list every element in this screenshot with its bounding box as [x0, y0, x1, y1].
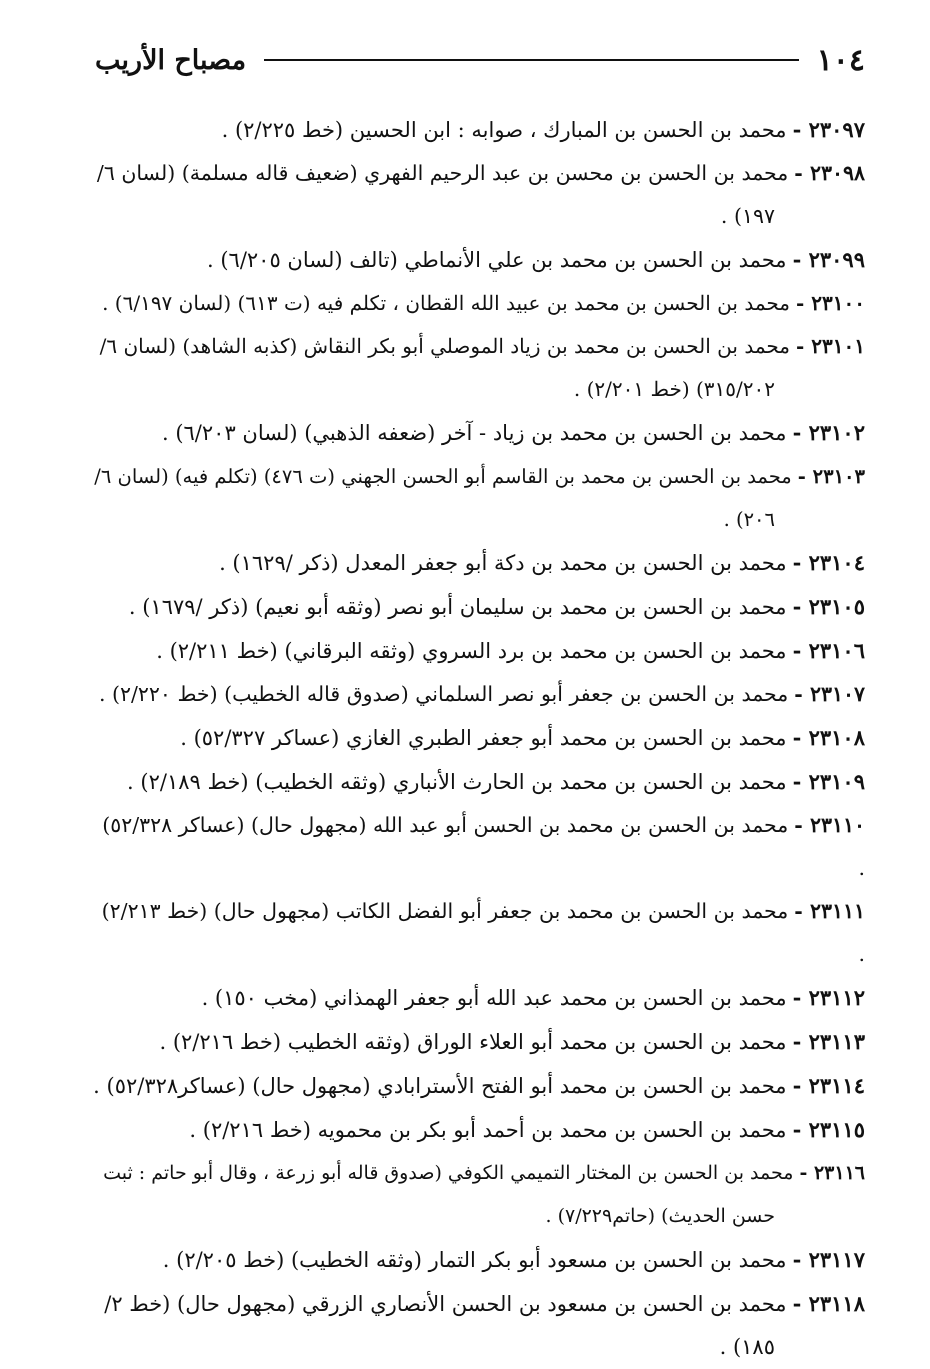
- list-item: [90, 1238, 865, 1282]
- list-item: [90, 1282, 865, 1369]
- entry-text: محمد بن الحسن بن محسن بن عبد الرحيم الفهري (ضعيف قاله مسلمة) (لسان ٦/: [96, 161, 789, 185]
- entry-number: ٢٣١٠٢ -: [792, 420, 865, 445]
- entry-continuation: ٣١٥/٢٠٢) (خط ٢/٢٠١) .: [573, 377, 775, 401]
- list-item: [90, 890, 865, 976]
- entry-text: محمد بن الحسن بن المختار التميمي الكوفي (صدوق قاله أبو زرعة ، وقال أبو حاتم : ثبت: [103, 1162, 794, 1184]
- entry-text: محمد بن الحسن بن مسعود أبو بكر التمار (وثقه الخطيب) (خط ٢/٢٠٥) .: [162, 1248, 787, 1272]
- running-head: [95, 40, 865, 80]
- entry-number: ٢٣١١٢ -: [792, 985, 865, 1010]
- entry-text: محمد بن الحسن بن محمد بن برد السروي (وثقه البرقاني) (خط ٢/٢١١) .: [156, 639, 787, 663]
- list-item: [90, 455, 865, 541]
- list-item: [90, 629, 865, 673]
- list-item: [90, 325, 865, 411]
- entry-number: ٢٣١١١ -: [794, 899, 865, 923]
- entry-text: محمد بن الحسن بن محمد بن علي الأنماطي (تالف (لسان ٦/٢٠٥) .: [207, 248, 787, 272]
- list-item: [90, 1020, 865, 1064]
- entry-number: ٢٣١١٣ -: [792, 1029, 865, 1054]
- list-item: [90, 541, 865, 585]
- entry-number: ٢٣١١٤ -: [792, 1073, 865, 1098]
- list-item: [90, 1064, 865, 1108]
- list-item: [90, 716, 865, 760]
- entry-number: ٢٣١١٧ -: [792, 1247, 865, 1272]
- entry-text: محمد بن الحسن بن المبارك ، صوابه : ابن الحسين (خط ٢/٢٢٥) .: [221, 118, 787, 142]
- page-number: ١٠٤: [816, 42, 865, 78]
- entry-text: محمد بن الحسن بن محمد بن القاسم أبو الحسن الجهني (ت ٤٧٦) (تكلم فيه) (لسان ٦/: [94, 465, 792, 488]
- entry-number: ٢٣١٠٩ -: [792, 769, 865, 794]
- entry-text: محمد بن الحسن بن محمد عبد الله أبو جعفر الهمذاني (مخب ١٥٠) .: [201, 986, 787, 1010]
- entry-number: ٢٣٠٩٩ -: [792, 247, 865, 272]
- entry-text: محمد بن الحسن بن محمد أبو الفتح الأسترابادي (مجهول حال) (عساكر٥٢/٣٢٨) .: [93, 1074, 787, 1098]
- entry-number: ٢٣١٠٥ -: [792, 594, 865, 619]
- entry-continuation: ٢٠٦) .: [723, 508, 775, 531]
- list-item: [90, 411, 865, 455]
- list-item: [90, 282, 865, 325]
- list-item: [90, 152, 865, 238]
- entry-text: محمد بن الحسن بن محمد بن عبيد الله القطان ، تكلم فيه (ت ٦١٣) (لسان ٦/١٩٧) .: [102, 291, 791, 315]
- book-title: مصباح الأريب: [95, 44, 247, 76]
- entry-text: محمد بن الحسن بن محمد أبو جعفر الطبري الغازي (عساكر ٥٢/٣٢٧) .: [180, 726, 787, 750]
- entry-number: ٢٣١٠١ -: [796, 334, 865, 358]
- entry-text: محمد بن الحسن بن محمد أبو العلاء الوراق (وثقه الخطيب (خط ٢/٢١٦) .: [159, 1030, 787, 1054]
- entry-continuation: ١٩٧) .: [720, 204, 775, 228]
- entry-number: ٢٣٠٩٧ -: [792, 117, 865, 142]
- entry-text: محمد بن الحسن بن محمد بن جعفر أبو الفضل الكاتب (مجهول حال) (خط ٢/٢١٣) .: [101, 899, 865, 966]
- list-item: [90, 673, 865, 716]
- entry-number: ٢٣١٠٠ -: [796, 291, 865, 315]
- entry-text: محمد بن الحسن بن محمد بن الحسن أبو عبد الله (مجهول حال) (عساكر ٥٢/٣٢٨) .: [102, 813, 865, 880]
- entry-continuation: حسن الحديث) (حاتم٧/٢٢٩) .: [545, 1205, 775, 1227]
- entry-number: ٢٣١١٥ -: [792, 1117, 865, 1142]
- list-item: [90, 1152, 865, 1238]
- header-rule: [264, 59, 799, 61]
- entry-number: ٢٣١٠٨ -: [792, 725, 865, 750]
- entry-list: [90, 108, 865, 1369]
- list-item: [90, 1108, 865, 1152]
- list-item: [90, 108, 865, 152]
- list-item: [90, 976, 865, 1020]
- list-item: [90, 238, 865, 282]
- entry-number: ٢٣٠٩٨ -: [794, 161, 865, 185]
- entry-number: ٢٣١١٠ -: [794, 813, 865, 837]
- list-item: [90, 760, 865, 804]
- entry-number: ٢٣١١٨ -: [792, 1291, 865, 1316]
- entry-text: محمد بن الحسن بن جعفر أبو نصر السلماني (صدوق قاله الخطيب) (خط ٢/٢٢٠) .: [98, 682, 789, 706]
- entry-number: ٢٣١٠٧ -: [794, 682, 865, 706]
- list-item: [90, 585, 865, 629]
- entry-text: محمد بن الحسن بن محمد بن زياد - آخر (ضعفه الذهبي) (لسان ٦/٢٠٣) .: [161, 421, 787, 445]
- entry-number: ٢٣١٠٦ -: [792, 638, 865, 663]
- entry-text: محمد بن الحسن بن محمد بن دكة أبو جعفر المعدل (ذكر /١٦٢٩) .: [219, 551, 787, 575]
- entry-number: ٢٣١٠٣ -: [797, 465, 865, 488]
- entry-number: ٢٣١١٦ -: [799, 1162, 865, 1184]
- entry-text: محمد بن الحسن بن محمد بن زياد الموصلي أبو بكر النقاش (كذبه الشاهد) (لسان ٦/: [99, 334, 791, 358]
- entry-text: محمد بن الحسن بن محمد بن سليمان أبو نصر (وثقه أبو نعيم) (ذكر /١٦٧٩) .: [128, 595, 787, 619]
- entry-text: محمد بن الحسن بن مسعود بن الحسن الأنصاري الزرقي (مجهول حال) (خط ٢/: [104, 1292, 787, 1316]
- entry-text: محمد بن الحسن بن محمد بن أحمد أبو بكر بن محمويه (خط ٢/٢١٦) .: [189, 1118, 787, 1142]
- entry-number: ٢٣١٠٤ -: [792, 550, 865, 575]
- entry-continuation: ١٨٥) .: [719, 1335, 775, 1359]
- entry-text: محمد بن الحسن بن محمد بن الحارث الأنباري (وثقه الخطيب) (خط ٢/١٨٩) .: [127, 770, 787, 794]
- list-item: [90, 804, 865, 890]
